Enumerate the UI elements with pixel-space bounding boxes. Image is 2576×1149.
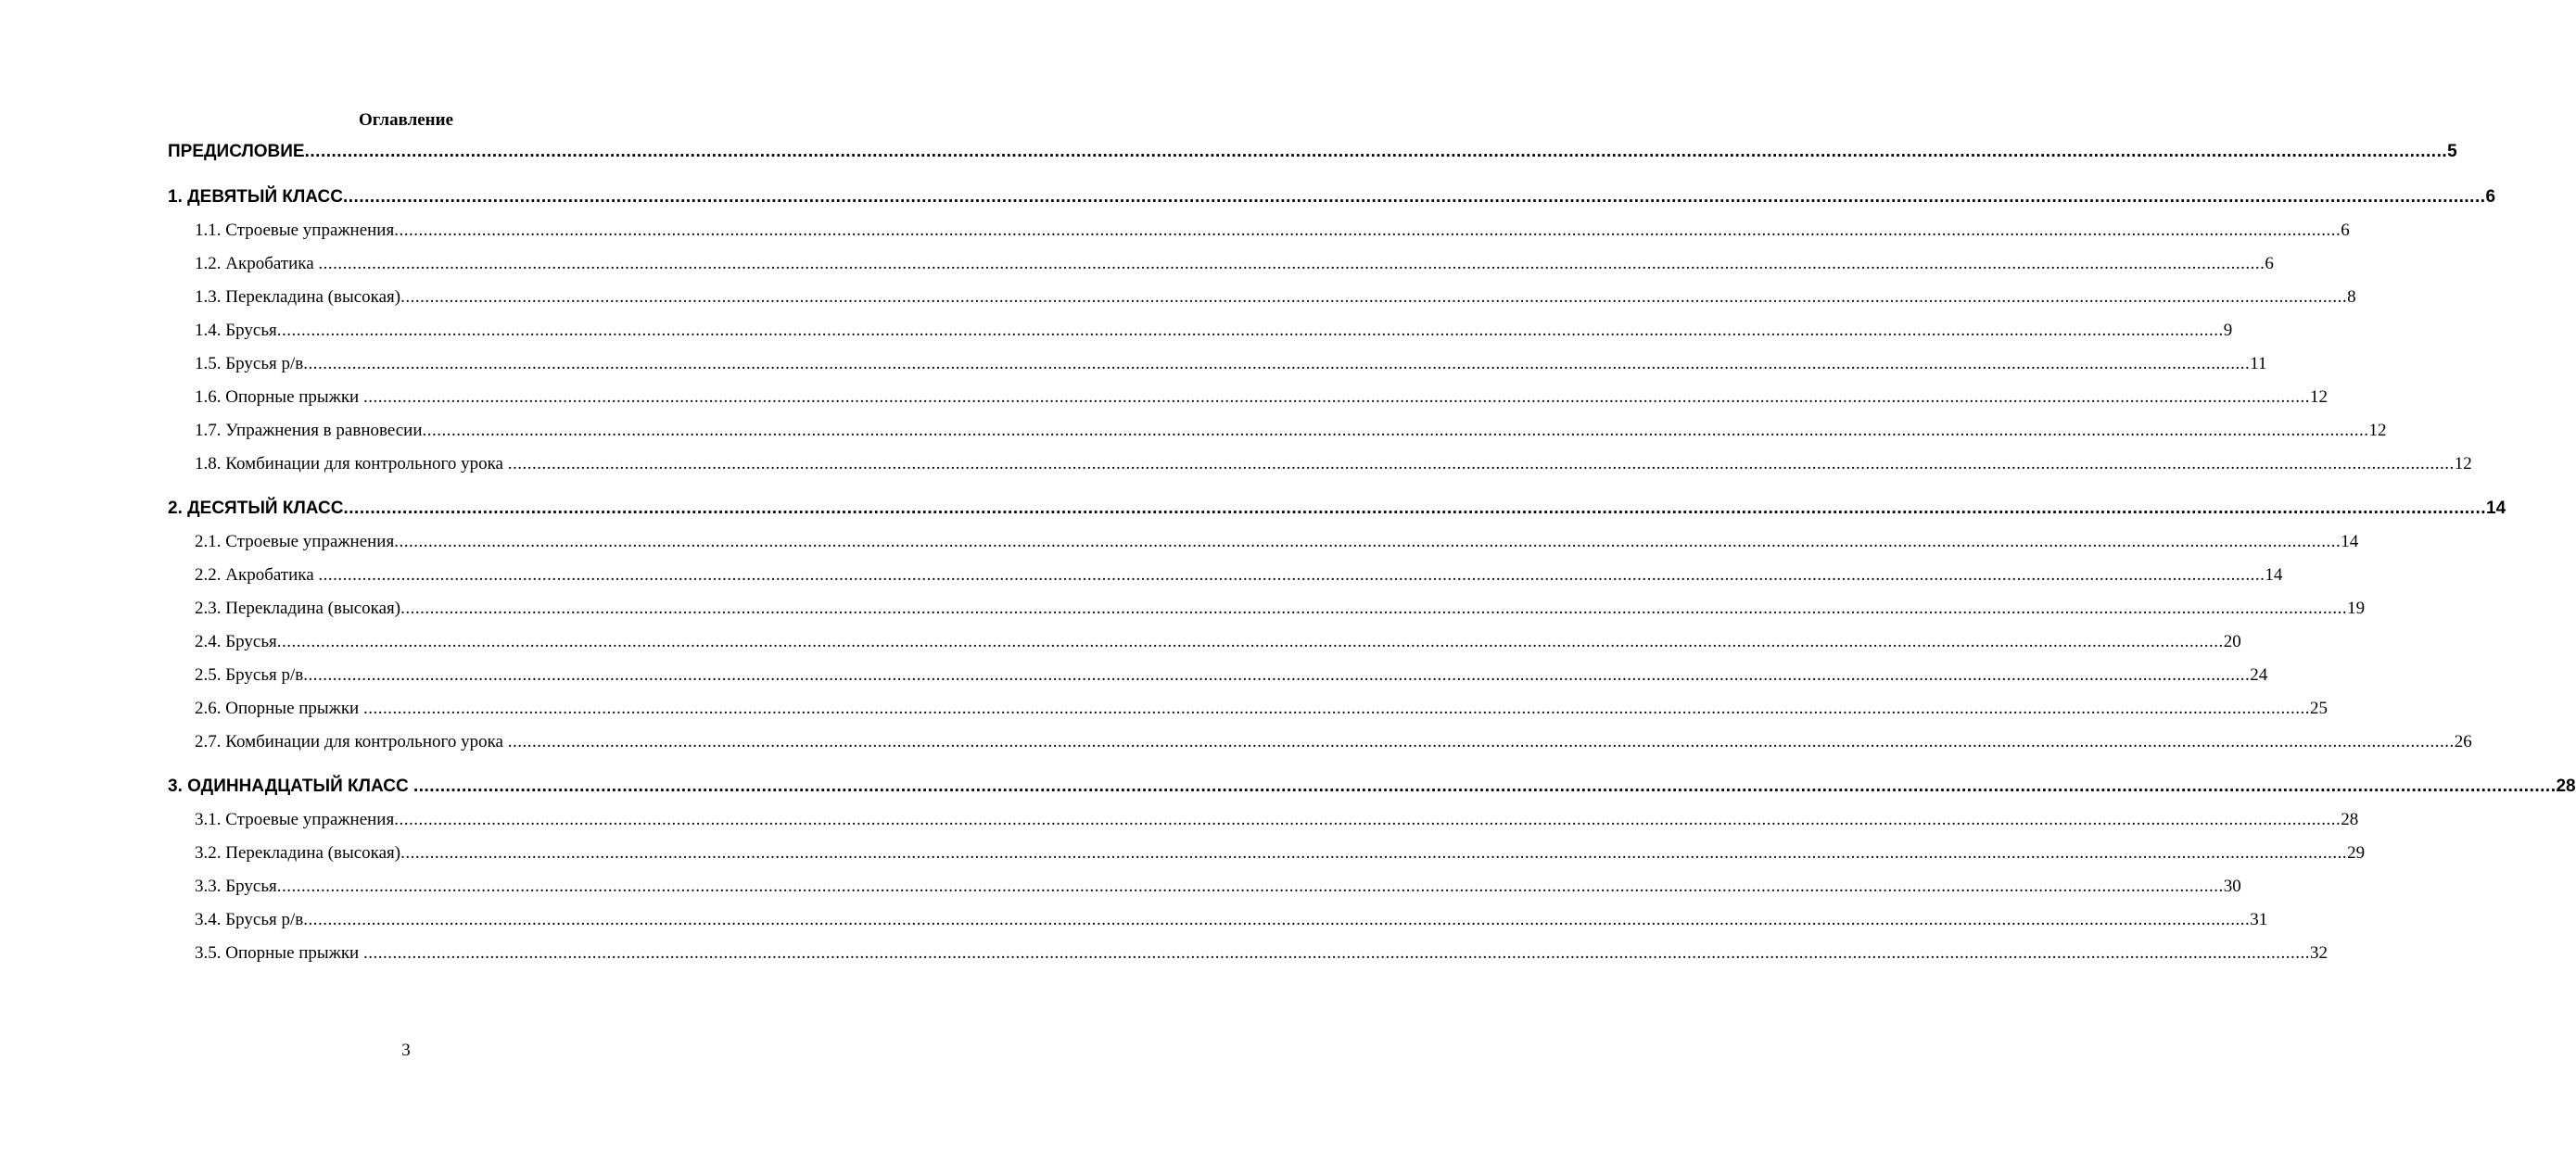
toc-entry-page: 32: [2309, 943, 2328, 963]
toc-entry-page: 28: [2556, 777, 2576, 796]
toc-dot-leader: ................................................................................................................................................................................................................................................................................................................................................................................................................: [362, 943, 2310, 963]
toc-entry-page: 14: [2265, 565, 2283, 585]
toc-dot-leader: ................................................................................................................................................................................................................................................................................................................................................................................................................: [394, 810, 2341, 829]
toc-dot-leader: ................................................................................................................................................................................................................................................................................................................................................................................................................: [318, 565, 2265, 585]
toc-entry-page: 19: [2347, 599, 2366, 618]
toc-section-entry: [195, 285, 2356, 309]
toc-dot-leader: ................................................................................................................................................................................................................................................................................................................................................................................................................: [422, 421, 2369, 440]
toc-entry-page: 14: [2486, 499, 2506, 518]
toc-entry-page: 6: [2341, 221, 2350, 240]
toc-entry-label: 3.1. Строевые упражнения: [195, 810, 395, 829]
toc-section-entry: [195, 730, 2472, 754]
toc-entry-label: ПРЕДИСЛОВИЕ: [168, 142, 305, 161]
toc-dot-leader: ................................................................................................................................................................................................................................................................................................................................................................................................................: [276, 321, 2224, 340]
toc-dot-leader: ................................................................................................................................................................................................................................................................................................................................................................................................................: [303, 665, 2251, 685]
toc-chapter-entry: [168, 140, 2457, 164]
toc-entry-page: 31: [2250, 910, 2268, 929]
toc-entry-page: 20: [2223, 632, 2241, 651]
toc-entry-page: 30: [2223, 877, 2241, 896]
toc-entry-page: 6: [2265, 254, 2274, 273]
toc-dot-leader: ................................................................................................................................................................................................................................................................................................................................................................................................................: [412, 777, 2557, 796]
toc-entry-label: 2.4. Брусья: [195, 632, 277, 651]
page-number: 3: [401, 1041, 411, 1060]
toc-section-entry: [195, 419, 2387, 443]
toc-entry-page: 25: [2309, 699, 2328, 718]
toc-section-entry: [195, 875, 2241, 899]
toc-entry-page: 9: [2223, 321, 2233, 340]
toc-dot-leader: ................................................................................................................................................................................................................................................................................................................................................................................................................: [303, 910, 2251, 929]
toc-section-entry: [195, 452, 2472, 476]
toc-entry-page: 12: [2309, 387, 2328, 407]
toc-dot-leader: ................................................................................................................................................................................................................................................................................................................................................................................................................: [362, 387, 2310, 407]
toc-dot-leader: ................................................................................................................................................................................................................................................................................................................................................................................................................: [400, 843, 2348, 863]
toc-entry-page: 14: [2341, 532, 2359, 551]
toc-dot-leader: ................................................................................................................................................................................................................................................................................................................................................................................................................: [343, 187, 2486, 207]
toc-section-entry: [195, 252, 2274, 276]
toc-entry-label: 1. ДЕВЯТЫЙ КЛАСС: [168, 187, 343, 207]
toc-section-entry: [195, 385, 2328, 410]
toc-dot-leader: ................................................................................................................................................................................................................................................................................................................................................................................................................: [394, 221, 2341, 240]
toc-entry-label: 2.2. Акробатика: [195, 565, 319, 585]
toc-dot-leader: ................................................................................................................................................................................................................................................................................................................................................................................................................: [303, 354, 2251, 373]
toc-section-entry: [195, 563, 2283, 587]
toc-dot-leader: ................................................................................................................................................................................................................................................................................................................................................................................................................: [343, 499, 2487, 518]
toc-entry-page: 12: [2368, 421, 2387, 440]
toc-entry-label: 2.1. Строевые упражнения: [195, 532, 395, 551]
toc-entry-label: 1.4. Брусья: [195, 321, 277, 340]
toc-dot-leader: ................................................................................................................................................................................................................................................................................................................................................................................................................: [507, 732, 2455, 751]
toc-section-entry: [195, 841, 2366, 865]
toc-entry-page: 24: [2250, 665, 2268, 685]
toc-entry-label: 1.1. Строевые упражнения: [195, 221, 395, 240]
toc-dot-leader: ................................................................................................................................................................................................................................................................................................................................................................................................................: [276, 632, 2224, 651]
toc-entry-label: 1.5. Брусья р/в: [195, 354, 304, 373]
toc-section-entry: [195, 808, 2359, 832]
toc-entry-label: 3.2. Перекладина (высокая): [195, 843, 401, 863]
toc-entry-label: 2.3. Перекладина (высокая): [195, 599, 401, 618]
toc-entry-label: 3.3. Брусья: [195, 877, 277, 896]
toc-entry-page: 12: [2454, 454, 2472, 473]
toc-entry-page: 28: [2341, 810, 2359, 829]
toc-chapter-entry: [168, 775, 2576, 799]
toc-entry-page: 8: [2347, 287, 2356, 307]
toc-entry-page: 11: [2250, 354, 2267, 373]
toc-dot-leader: ................................................................................................................................................................................................................................................................................................................................................................................................................: [276, 877, 2224, 896]
toc-chapter-entry: [168, 497, 2506, 521]
toc-section-entry: [195, 352, 2267, 376]
toc-entry-page: 26: [2454, 732, 2472, 751]
toc-entry-label: 1.6. Опорные прыжки: [195, 387, 363, 407]
toc-dot-leader: ................................................................................................................................................................................................................................................................................................................................................................................................................: [318, 254, 2265, 273]
toc-entry-label: 1.8. Комбинации для контрольного урока: [195, 454, 508, 473]
toc-entry-label: 2.5. Брусья р/в: [195, 665, 304, 685]
toc-dot-leader: ................................................................................................................................................................................................................................................................................................................................................................................................................: [394, 532, 2341, 551]
toc-section-entry: [195, 319, 2233, 343]
toc-section-entry: [195, 219, 2350, 243]
toc-dot-leader: ................................................................................................................................................................................................................................................................................................................................................................................................................: [304, 142, 2448, 161]
toc-section-entry: [195, 908, 2268, 932]
toc-entry-page: 5: [2447, 142, 2457, 161]
toc-section-entry: [195, 663, 2268, 688]
toc-entry-label: 2.6. Опорные прыжки: [195, 699, 363, 718]
toc-entry-label: 2. ДЕСЯТЫЙ КЛАСС: [168, 499, 344, 518]
toc-chapter-entry: [168, 185, 2496, 209]
toc-entry-label: 1.2. Акробатика: [195, 254, 319, 273]
toc-entry-label: 3.4. Брусья р/в: [195, 910, 304, 929]
toc-entry-label: 1.7. Упражнения в равновесии: [195, 421, 423, 440]
toc-dot-leader: ................................................................................................................................................................................................................................................................................................................................................................................................................: [400, 287, 2348, 307]
toc-section-entry: [195, 941, 2328, 966]
toc-title: Оглавление: [358, 110, 454, 130]
toc-entry-label: 3.5. Опорные прыжки: [195, 943, 363, 963]
toc-entry-page: 29: [2347, 843, 2366, 863]
toc-section-entry: [195, 697, 2328, 721]
toc-entry-page: 6: [2485, 187, 2496, 207]
toc-section-entry: [195, 530, 2359, 554]
toc-entry-label: 3. ОДИННАДЦАТЫЙ КЛАСС: [168, 777, 413, 796]
toc-entry-label: 2.7. Комбинации для контрольного урока: [195, 732, 508, 751]
toc-dot-leader: ................................................................................................................................................................................................................................................................................................................................................................................................................: [400, 599, 2348, 618]
toc-dot-leader: ................................................................................................................................................................................................................................................................................................................................................................................................................: [362, 699, 2310, 718]
toc-entry-label: 1.3. Перекладина (высокая): [195, 287, 401, 307]
toc-dot-leader: ................................................................................................................................................................................................................................................................................................................................................................................................................: [507, 454, 2455, 473]
toc-section-entry: [195, 630, 2241, 654]
toc-section-entry: [195, 597, 2366, 621]
